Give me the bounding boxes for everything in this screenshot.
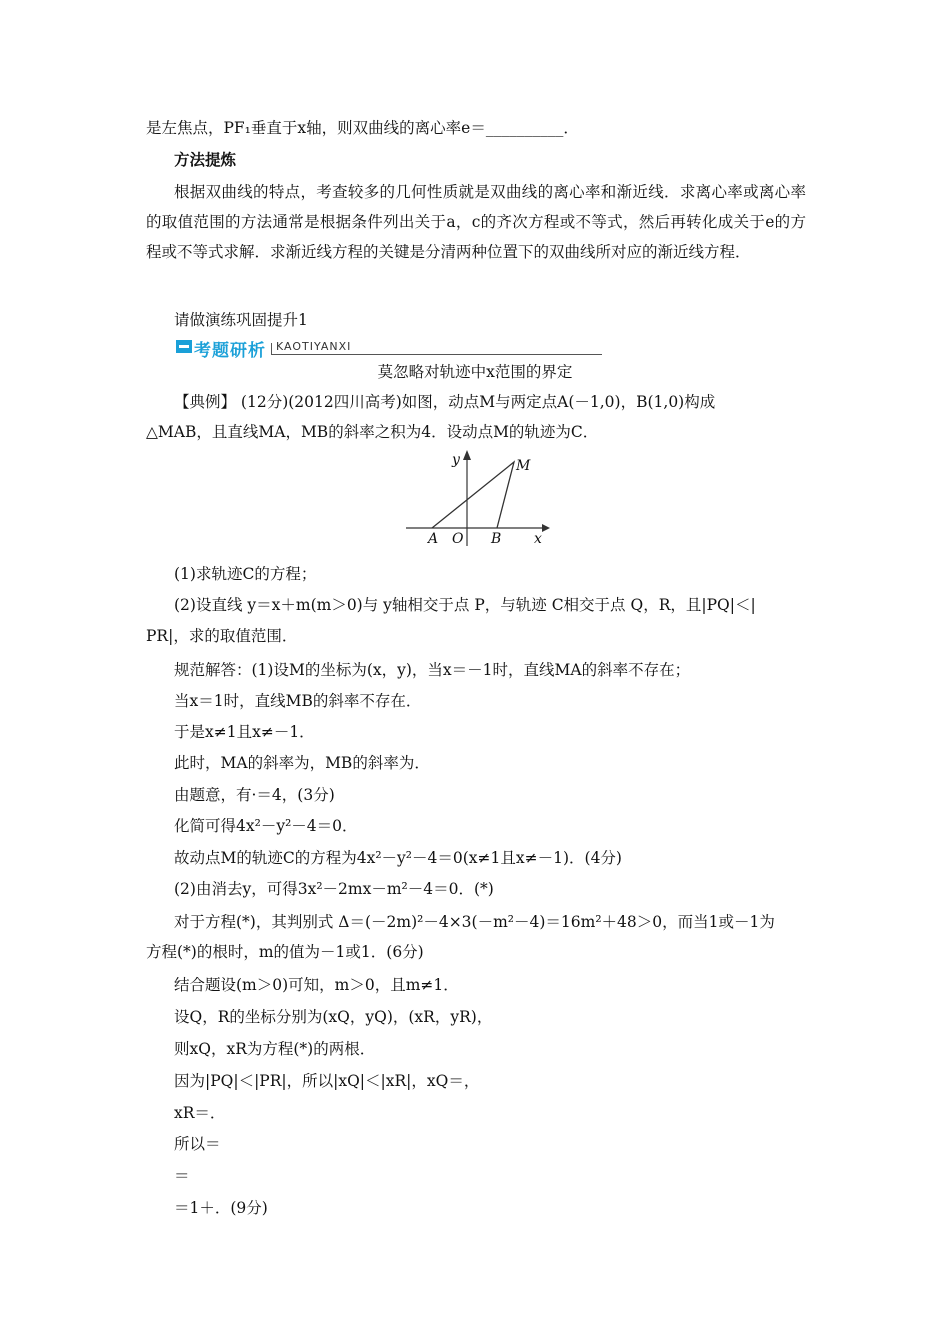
practice-note: 请做演练巩固提升1: [174, 311, 308, 329]
banner-subtitle: KAOTIYANXI: [276, 340, 352, 353]
solution-line: 规范解答：(1)设M的坐标为(x，y)，当x＝－1时，直线MA的斜率不存在；: [174, 661, 691, 679]
solution-line: ＝: [174, 1167, 190, 1185]
text-line: 是左焦点，PF₁垂直于x轴，则双曲线的离心率e＝__________．: [146, 119, 579, 137]
banner-title: 考题研析: [194, 341, 266, 361]
solution-line: 对于方程(*)，其判别式 Δ＝(－2m)²－4×3(－m²－4)＝16m²＋48＞0，而当1或－1为: [174, 913, 775, 931]
solution-line: 化简可得4x²－y²－4＝0．: [174, 817, 358, 835]
question-line: PR|，求的取值范围．: [146, 627, 298, 645]
solution-line: 由题意，有·＝4，(3分): [174, 786, 335, 804]
solution-line: 方程(*)的根时，m的值为－1或1．(6分): [146, 943, 424, 961]
solution-line: 于是x≠1且x≠－1．: [174, 723, 315, 741]
solution-line: 因为|PQ|＜|PR|，所以|xQ|＜|xR|，xQ＝，: [174, 1072, 480, 1090]
section-banner: [176, 336, 436, 361]
topic-title: 莫忽略对轨迹中x范围的界定: [377, 363, 573, 381]
solution-line: 设Q，R的坐标分别为(xQ，yQ)，(xR，yR)，: [174, 1008, 493, 1026]
example-line: 【典例】 (12分)(2012四川高考)如图，动点M与两定点A(－1,0)，B(1,0)构成: [174, 393, 716, 411]
solution-line: (2)由消去y，可得3x²－2mx－m²－4＝0．(*): [174, 880, 494, 898]
solution-line: 则xQ，xR为方程(*)的两根．: [174, 1040, 376, 1058]
solution-line: 当x＝1时，直线MB的斜率不存在．: [174, 692, 422, 710]
point-b-label: B: [491, 531, 502, 547]
solution-line: 此时，MA的斜率为，MB的斜率为．: [174, 754, 430, 772]
method-paragraph: 根据双曲线的特点，考查较多的几何性质就是双曲线的离心率和渐近线．求离心率或离心率的取值范围的方法通常是根据条件列出关于a，c的齐次方程或不等式，然后再转化成关于e的方程或不等式求解．求渐近线方程的关键是分清两种位置下的双曲线所对应的渐近线方程．: [146, 183, 806, 261]
solution-line: ＝1＋．(9分): [174, 1199, 268, 1217]
geometry-figure: [400, 448, 550, 548]
point-m-label: M: [516, 458, 531, 474]
solution-line: 所以＝: [174, 1135, 221, 1153]
point-a-label: A: [428, 531, 439, 547]
question-line: (2)设直线 y＝x＋m(m＞0)与 y轴相交于点 P，与轨迹 C相交于点 Q，R，且|PQ|＜|: [174, 596, 756, 614]
solution-line: 故动点M的轨迹C的方程为4x²－y²－4＝0(x≠1且x≠－1)．(4分): [174, 849, 622, 867]
arrow-icon: [176, 340, 192, 353]
x-axis-label: x: [534, 531, 542, 547]
section-heading: 方法提炼: [174, 150, 237, 169]
question-line: (1)求轨迹C的方程；: [174, 565, 317, 583]
solution-line: 结合题设(m＞0)可知，m＞0，且m≠1．: [174, 976, 459, 994]
example-line: △MAB，且直线MA，MB的斜率之积为4．设动点M的轨迹为C．: [146, 423, 599, 441]
y-axis-label: y: [452, 452, 460, 468]
solution-line: xR＝．: [174, 1104, 226, 1122]
origin-label: O: [452, 531, 464, 547]
